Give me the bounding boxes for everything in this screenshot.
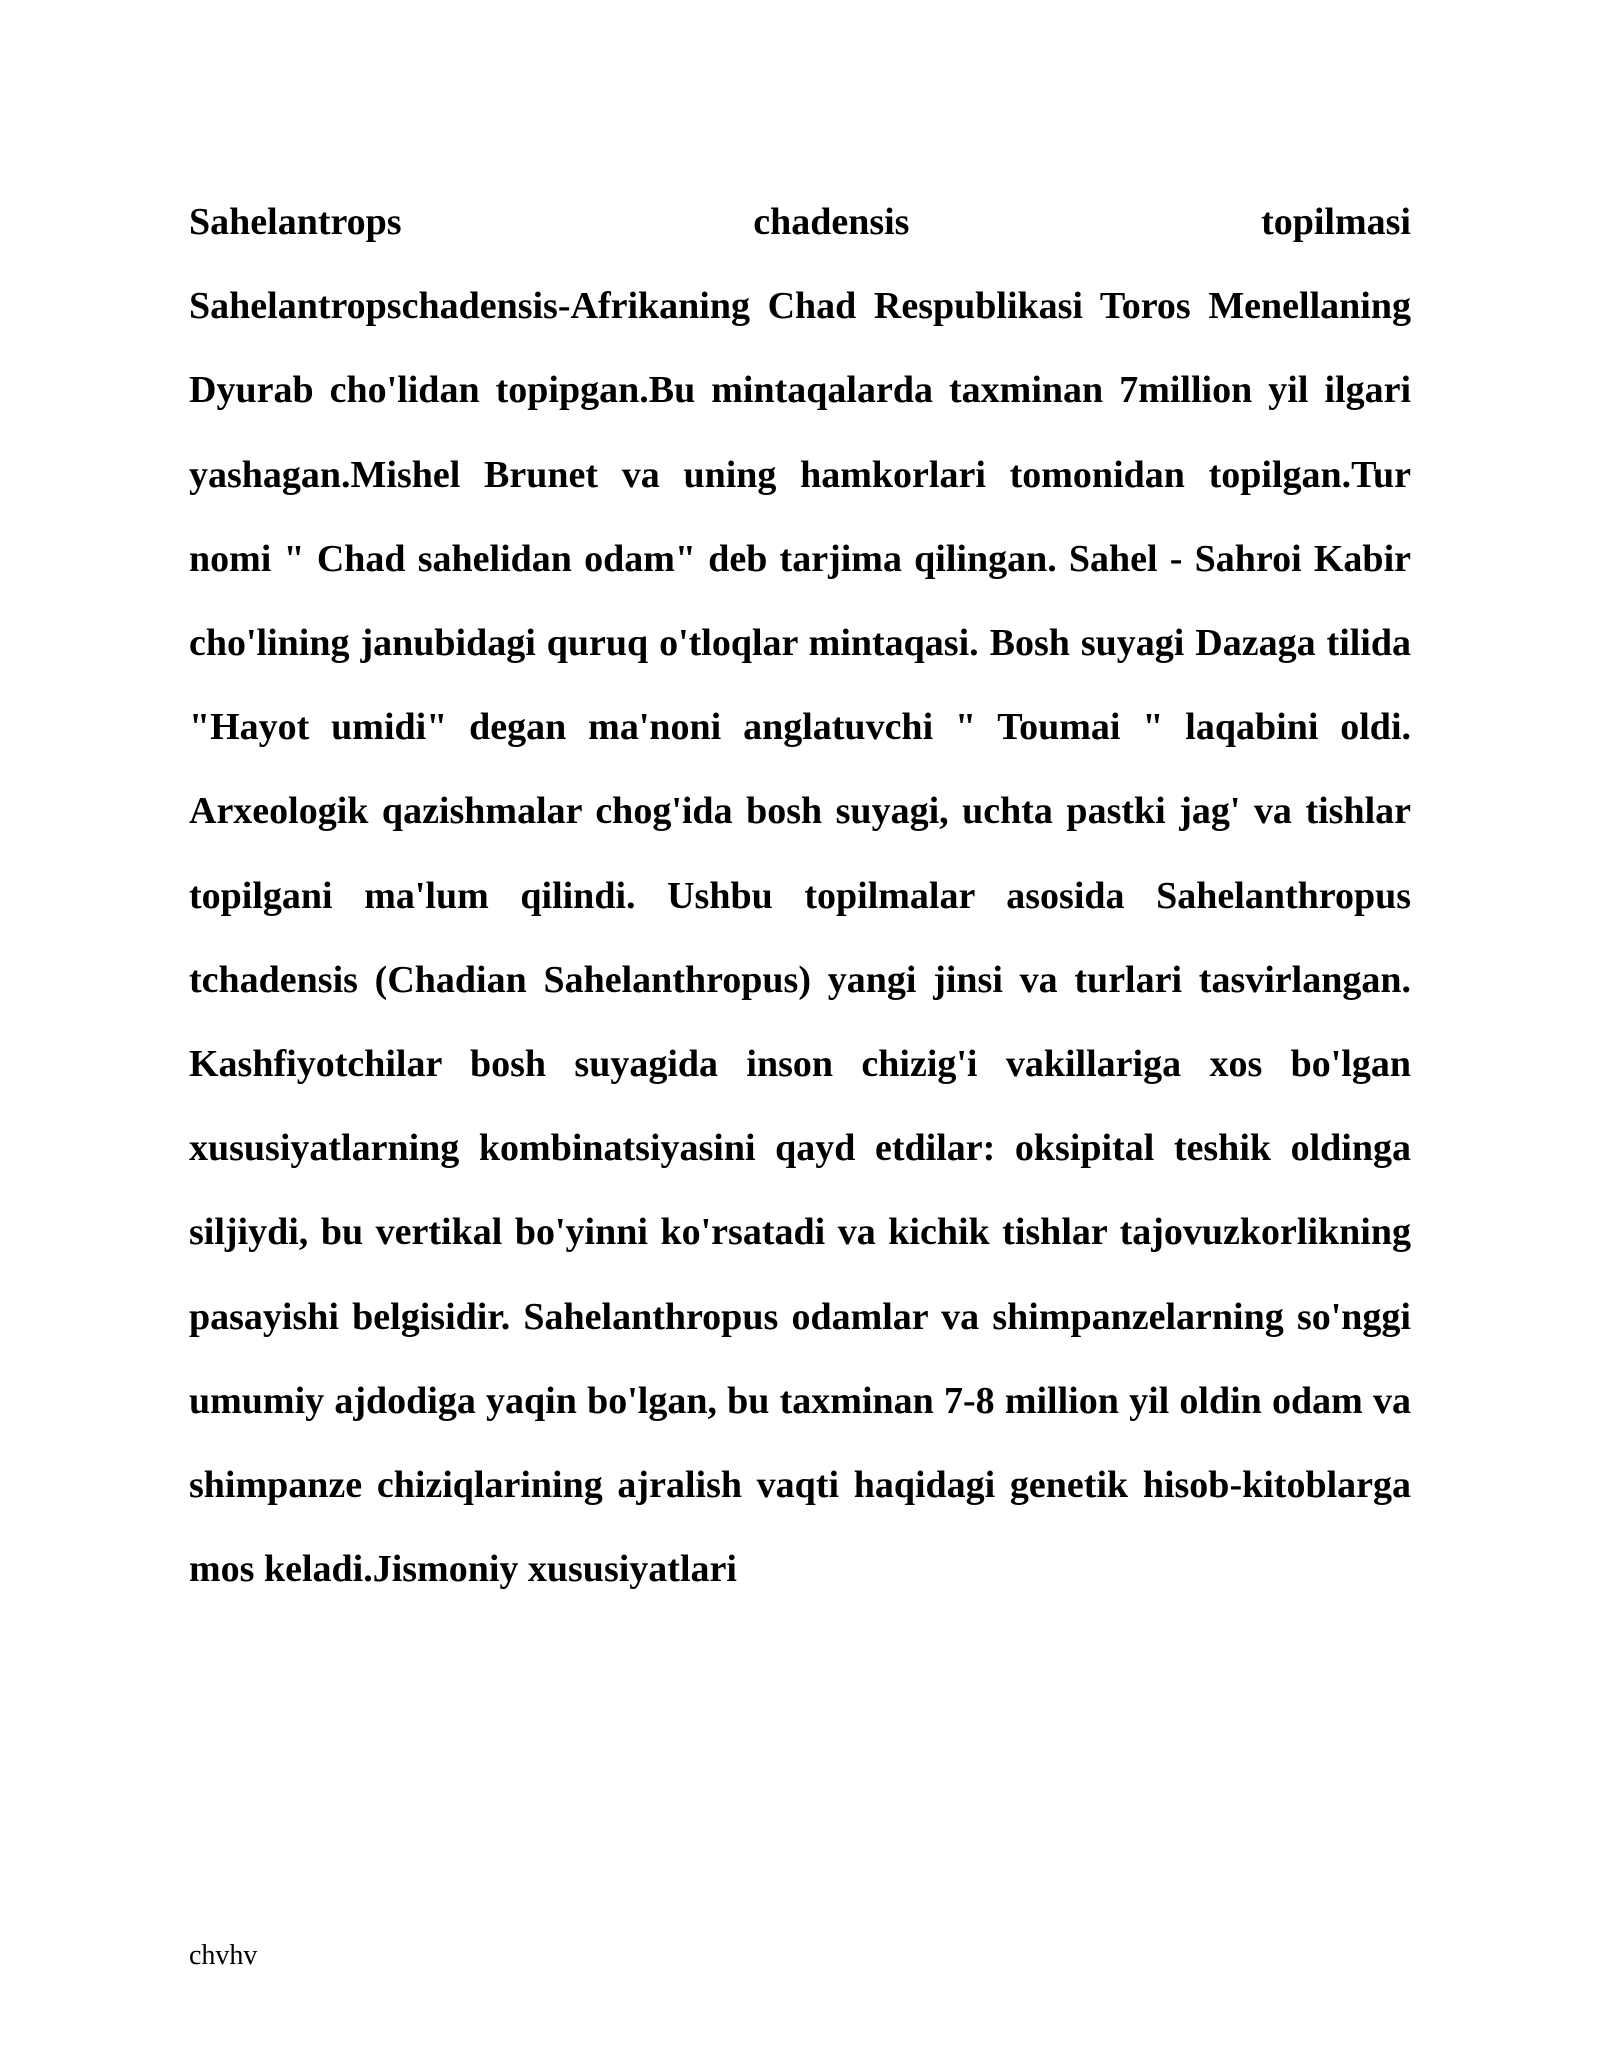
main-text-block [189, 180, 1411, 1611]
page-footer: chvhv [189, 1940, 258, 1971]
document-title: Sahelantrops chadensis topilmasi [189, 201, 1411, 243]
document-body-paragraph: Sahelantropschadensis-Afrikaning Chad Respublikasi Toros Menellaning Dyurab cho'lidan topipgan.Bu mintaqalarda taxminan 7million yil ilgari yashagan.Mishel Brunet va uning hamkorlari tomonidan topilgan.Tur nomi " Chad sahelidan odam" deb tarjima qilingan. Sahel - Sahroi Kabir cho'lining janubidagi quruq o'tloqlar mintaqasi. Bosh suyagi Dazaga tilida "Hayot umidi" degan ma'noni anglatuvchi " Toumai " laqabini oldi. Arxeologik qazishmalar chog'ida bosh suyagi, uchta pastki jag' va tishlar topilgani ma'lum qilindi. Ushbu topilmalar asosida Sahelanthropus tchadensis (Chadian Sahelanthropus) yangi jinsi va turlari tasvirlangan. Kashfiyotchilar bosh suyagida inson chizig'i vakillariga xos bo'lgan xususiyatlarning kombinatsiyasini qayd etdilar: oksipital teshik oldinga siljiydi, bu vertikal bo'yinni ko'rsatadi va kichik tishlar tajovuzkorlikning pasayishi belgisidir. Sahelanthropus odamlar va shimpanzelarning so'nggi umumiy ajdodiga yaqin bo'lgan, bu taxminan 7-8 million yil oldin odam va shimpanze chiziqlarining ajralish vaqti haqidagi genetik hisob-kitoblarga mos keladi.Jismoniy xususiyatlari [189, 285, 1411, 1591]
